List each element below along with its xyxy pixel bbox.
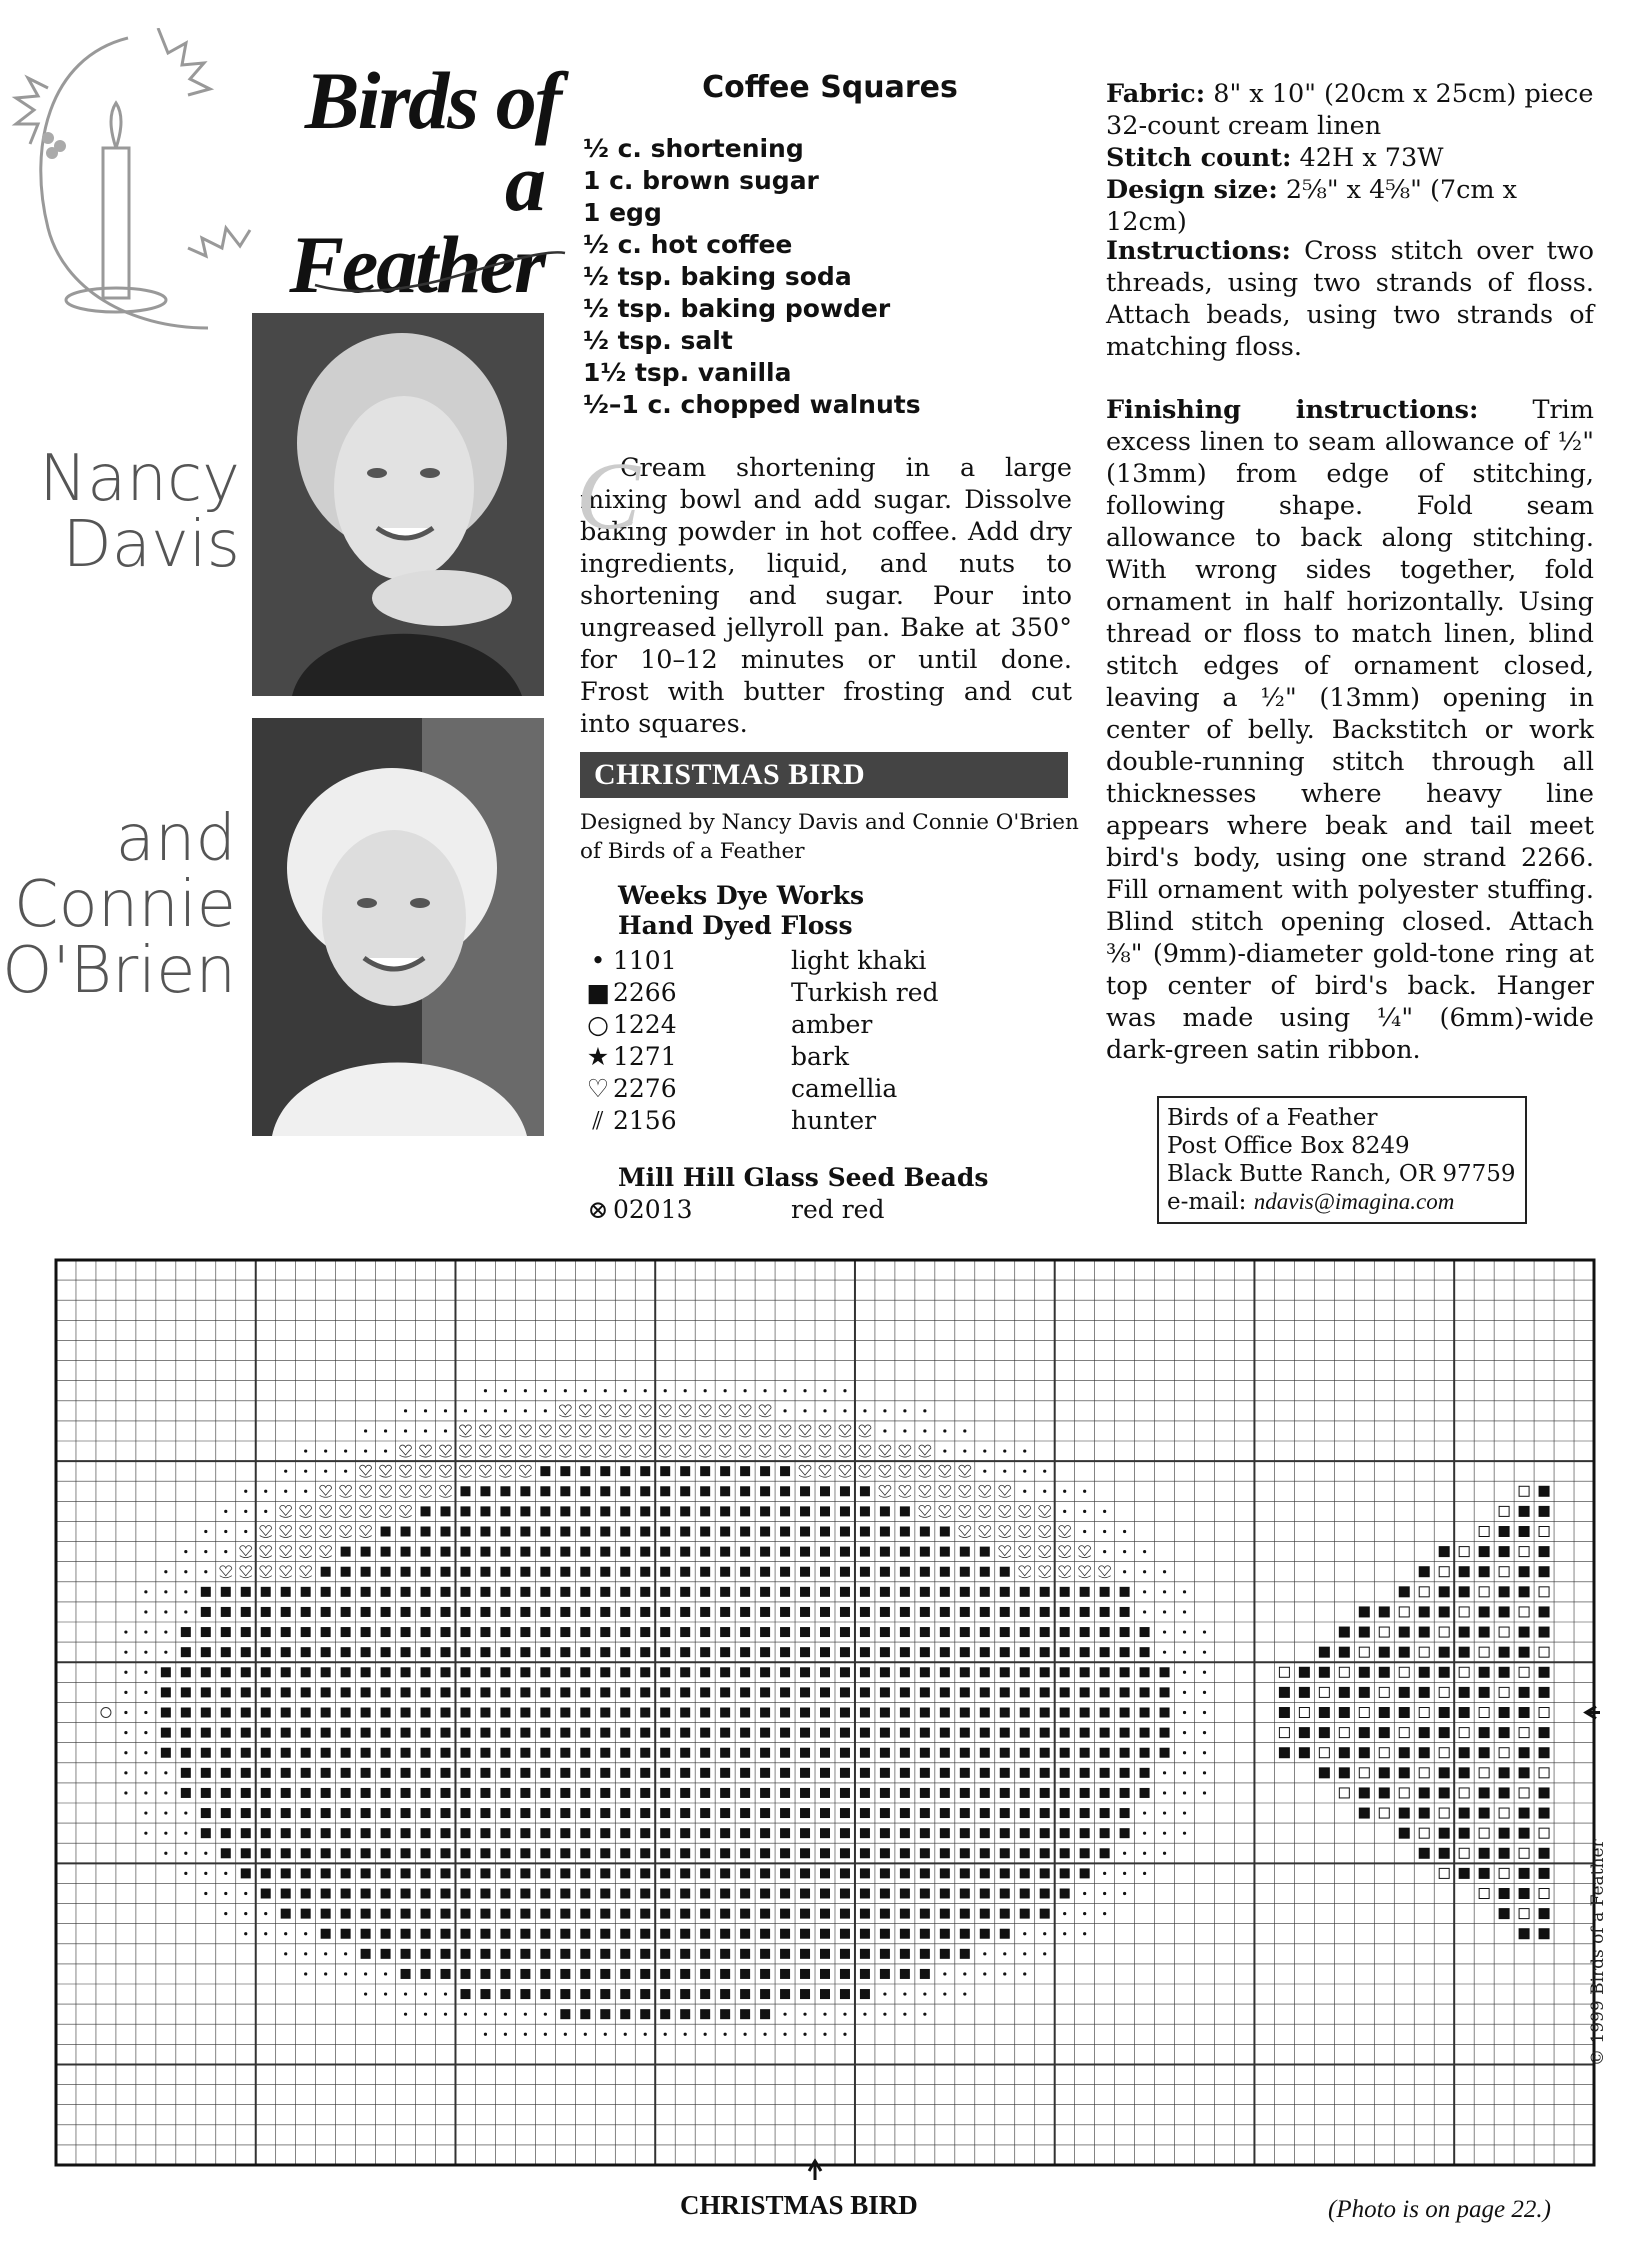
- pattern-banner: CHRISTMAS BIRD: [580, 752, 1068, 798]
- stitch-count-label: Stitch count:: [1106, 143, 1292, 173]
- ingredient-item: 1 c. brown sugar: [583, 166, 819, 195]
- title-line-1: Birds of: [304, 55, 560, 146]
- floss-number: 1224: [613, 1010, 677, 1039]
- floss-symbol: ■: [586, 978, 610, 1007]
- recipe-method: [576, 442, 1072, 740]
- chart-stitches: [101, 1389, 1549, 2036]
- email-label: e-mail:: [1167, 1189, 1247, 1215]
- email-address: ndavis@imagina.com: [1253, 1189, 1455, 1214]
- floss-number: 2276: [613, 1074, 677, 1103]
- design-size-spec: [1106, 174, 1594, 238]
- design-size-label: Design size:: [1106, 175, 1278, 205]
- floss-row: [583, 1009, 939, 1041]
- fabric-value: 8" x 10" (20cm x 25cm) piece 32-count cream linen: [1106, 79, 1594, 141]
- copyright-notice: © 1999 Birds of a Feather: [1588, 1839, 1608, 2066]
- contact-address: [1157, 1096, 1527, 1224]
- designer-1-photo: [252, 313, 544, 696]
- and-word: and: [115, 802, 236, 876]
- instructions-label: Instructions:: [1106, 236, 1291, 266]
- photo-note: (Photo is on page 22.): [1328, 2196, 1551, 2223]
- floss-row: [583, 977, 939, 1009]
- title-line-2: a Feather: [289, 137, 544, 310]
- address-line-1: Birds of a Feather: [1167, 1105, 1378, 1131]
- title-flourish: [310, 245, 570, 295]
- bead-symbol: ⊗: [587, 1195, 609, 1224]
- floss-row: [583, 1073, 939, 1105]
- finishing-text: Trim excess linen to seam allowance of ½" (13mm) from edge of stitching, following shape. Fold seam allowance to back along stitching. With wrong sides together, fold ornament in half horizontally. Using thread or floss to match linen, blind stitch edges of ornament closed, leaving a ½" (13mm) opening in center of belly. Backstitch or work double-running stitch through all thicknesses where heavy line appears where beak and tail meet bird's body, using one strand 2266. Fill ornament with polyester stuffing. Blind stitch opening closed. Attach ⅜" (9mm)-diameter gold-tone ring at top center of bird's back. Hanger was made using ¼" (6mm)-wide dark-green satin ribbon.: [1106, 395, 1594, 1065]
- floss-symbol: ♡: [586, 1074, 610, 1103]
- floss-symbol: ★: [586, 1042, 610, 1071]
- bead-number: 02013: [613, 1195, 693, 1224]
- floss-brand: [618, 881, 864, 941]
- floss-name: bark: [791, 1042, 850, 1071]
- ingredient-item: ½–1 c. chopped walnuts: [583, 390, 921, 419]
- floss-row: [583, 945, 939, 977]
- recipe-method-text: Cream shortening in a large mixing bowl and add sugar. Dissolve baking powder in hot coffee. Add dry ingredients, liquid, and nuts to shortening and sugar. Pour into ungreased jellyroll pan. Bake at 350° for 10–12 minutes or until done. Frost with butter frosting and cut into squares.: [580, 453, 1072, 739]
- designer-1-first: Nancy: [39, 442, 240, 516]
- cross-stitch-chart: [50, 1255, 1600, 2180]
- floss-number: 2156: [613, 1106, 677, 1135]
- address-line-3: Black Butte Ranch, OR 97759: [1167, 1161, 1516, 1187]
- stitch-count-spec: [1106, 142, 1594, 174]
- drop-cap: C: [576, 442, 641, 549]
- ingredient-item: ½ tsp. baking powder: [583, 294, 891, 323]
- floss-name: amber: [791, 1010, 873, 1039]
- floss-name: hunter: [791, 1106, 877, 1135]
- address-line-2: Post Office Box 8249: [1167, 1133, 1410, 1159]
- floss-symbol: ○: [587, 1010, 609, 1039]
- floss-name: Turkish red: [791, 978, 939, 1007]
- designer-2-first: Connie: [13, 868, 236, 942]
- finishing-label: Finishing instructions:: [1106, 395, 1479, 425]
- chart-caption: CHRISTMAS BIRD: [680, 2190, 918, 2220]
- ingredient-item: ½ tsp. salt: [583, 326, 733, 355]
- floss-key: [583, 945, 939, 1137]
- bead-row: [583, 1194, 884, 1226]
- ingredient-list: [583, 133, 921, 421]
- designer-2-name: [0, 802, 236, 1008]
- floss-brand-line-2: Hand Dyed Floss: [618, 911, 853, 940]
- floss-number: 2266: [613, 978, 677, 1007]
- designer-credit: Designed by Nancy Davis and Connie O'Brien of Birds of a Feather: [580, 810, 1079, 864]
- stitch-count-value: 42H x 73W: [1299, 143, 1444, 173]
- fabric-spec: [1106, 78, 1594, 142]
- ingredient-item: ½ c. shortening: [583, 134, 804, 163]
- ingredient-item: ½ c. hot coffee: [583, 230, 793, 259]
- address-email-line: [1167, 1188, 1517, 1216]
- floss-brand-line-1: Weeks Dye Works: [618, 881, 865, 910]
- designer-1-last: Davis: [62, 508, 240, 582]
- designer-2-photo: [252, 718, 544, 1136]
- instructions: [1106, 235, 1594, 363]
- instructions-text: Cross stitch over two threads, using two strands of floss. Attach beads, using two strands of matching floss.: [1106, 236, 1594, 362]
- floss-symbol: •: [590, 946, 606, 975]
- floss-number: 1271: [613, 1042, 677, 1071]
- floss-name: camellia: [791, 1074, 898, 1103]
- floss-symbol: ⫽: [592, 1106, 604, 1135]
- floss-number: 1101: [613, 946, 677, 975]
- floss-row: [583, 1105, 939, 1137]
- ingredient-item: 1½ tsp. vanilla: [583, 358, 792, 387]
- design-size-value: 2⅝" x 4⅝" (7cm x 12cm): [1106, 175, 1518, 237]
- beads-brand: Mill Hill Glass Seed Beads: [618, 1163, 989, 1192]
- fabric-label: Fabric:: [1106, 79, 1206, 109]
- recipe-title: Coffee Squares: [702, 70, 958, 105]
- designer-2-last: O'Brien: [2, 934, 236, 1008]
- floss-name: light khaki: [791, 946, 927, 975]
- designer-1-name: [20, 442, 240, 582]
- finishing-instructions: [1106, 394, 1594, 1066]
- specs-block: [1106, 78, 1594, 238]
- bead-name: red red: [791, 1195, 885, 1224]
- ingredient-item: ½ tsp. baking soda: [583, 262, 852, 291]
- floss-row: [583, 1041, 939, 1073]
- ingredient-item: 1 egg: [583, 198, 662, 227]
